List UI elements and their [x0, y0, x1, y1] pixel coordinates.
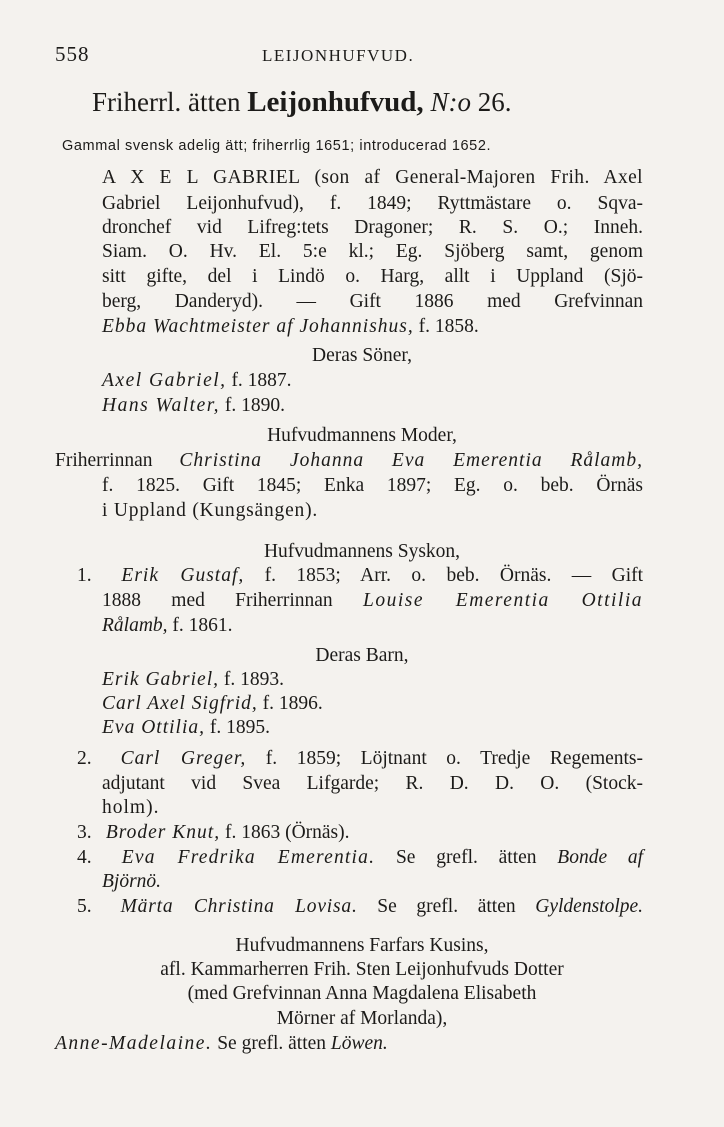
sibling-1-marriage: 1888 med Friherrinnan [102, 590, 333, 611]
sibling-4-ref: Bonde af [557, 847, 644, 868]
sibling-2-line-2: adjutant vid Svea Lifgarde; R. D. D. O. (Stock- [102, 773, 643, 794]
title-prefix: Friherrl. ätten [92, 87, 248, 117]
child-1-name: Erik Gabriel, [102, 669, 219, 690]
child-2-born: f. 1896. [262, 693, 323, 714]
sibling-2-line-3: holm). [102, 797, 160, 818]
mother-title: Friherrinnan [55, 450, 153, 471]
running-title: LEIJONHUFVUD. [262, 46, 415, 65]
spouse-born: f. 1858. [418, 316, 479, 337]
cousin-heading: Hufvudmannens Farfars Kusins, [235, 935, 489, 956]
sibling-3-name: Broder Knut, [105, 822, 221, 843]
sibling-1-name: Erik Gustaf, [121, 565, 245, 586]
sibling-4-name: Eva Fredrika Emerentia. [121, 847, 376, 868]
sibling-3-info: f. 1863 (Örnäs). [224, 822, 350, 843]
sibling-2-info: f. 1859; Löjtnant o. Tredje Regements- [265, 748, 644, 769]
son-1-name: Axel Gabriel, [102, 370, 227, 391]
son-2 [102, 394, 285, 418]
mother-line-1 [55, 449, 643, 473]
sibling-1-line-1 [55, 564, 643, 588]
sibling-5-info: Se grefl. ätten [377, 896, 516, 917]
sibling-1-spouse-surname: Rålamb, [102, 615, 168, 636]
number-label: N:o [430, 87, 471, 117]
sibling-3-number: 3. [77, 822, 92, 843]
cousin-ref: Löwen. [330, 1033, 388, 1054]
mother-line-3: i Uppland (Kungsängen). [102, 500, 319, 521]
son-2-name: Hans Walter, [102, 395, 221, 416]
family-name: Leijonhufvud, [247, 86, 424, 118]
family-description: Gammal svensk adelig ätt; friherrlig 1651; introducerad 1652. [62, 138, 492, 154]
cousin-line-1: afl. Kammarherren Frih. Sten Leijonhufvuds Dotter [160, 959, 564, 980]
cousin-line-3: Mörner af Morlanda), [276, 1008, 448, 1029]
child-3-born: f. 1895. [209, 717, 270, 738]
cousin-line-2: (med Grefvinnan Anna Magdalena Elisabeth [187, 983, 537, 1004]
sibling-4-line-2 [102, 870, 161, 894]
sibling-1-line-2 [102, 589, 643, 613]
entry-line-2: Gabriel Leijonhufvud), f. 1849; Ryttmästare o. Sqva- [102, 193, 643, 214]
sibling-2-name: Carl Greger, [120, 748, 247, 769]
family-number: 26. [477, 87, 512, 117]
entry-line-3: dronchef vid Lifreg:tets Dragoner; R. S. O.; Inneh. [102, 217, 643, 238]
child-3 [102, 716, 270, 740]
page-number: 558 [55, 42, 90, 66]
sibling-5-number: 5. [77, 896, 92, 917]
entry-line-4: Siam. O. Hv. El. 5:e kl.; Eg. Sjöberg samt, genom [102, 241, 643, 262]
children-heading: Deras Barn, [315, 645, 409, 666]
sibling-2-line-1 [55, 747, 643, 771]
son-1-born: f. 1887. [231, 370, 292, 391]
sibling-5-ref: Gyldenstolpe. [535, 896, 644, 917]
child-2 [102, 692, 323, 716]
cousin-line-4 [55, 1032, 388, 1056]
sibling-4-info: Se grefl. ätten [395, 847, 537, 868]
sibling-5-name: Märta Christina Lovisa. [120, 896, 358, 917]
sibling-3 [55, 821, 350, 845]
mother-heading: Hufvudmannens Moder, [267, 425, 457, 446]
mother-line-2: f. 1825. Gift 1845; Enka 1897; Eg. o. beb. Örnäs [102, 475, 643, 496]
sibling-1-number: 1. [77, 565, 92, 586]
sibling-1-line-3 [102, 614, 233, 638]
sibling-4-ref-cont: Björnö. [102, 871, 162, 892]
son-1 [102, 369, 292, 393]
sibling-1-info: f. 1853; Arr. o. beb. Örnäs. — Gift [264, 565, 644, 586]
entry-line-5: sitt gifte, del i Lindö o. Harg, allt i Uppland (Sjö- [102, 266, 643, 287]
sibling-5 [55, 895, 643, 919]
siblings-heading: Hufvudmannens Syskon, [263, 541, 461, 562]
child-3-name: Eva Ottilia, [102, 717, 205, 738]
entry-line-6: berg, Danderyd). — Gift 1886 med Grefvinnan [102, 291, 643, 312]
child-1-born: f. 1893. [223, 669, 284, 690]
cousin-name: Anne-Madelaine. [55, 1033, 213, 1054]
child-2-name: Carl Axel Sigfrid, [102, 693, 258, 714]
child-1 [102, 668, 284, 692]
sibling-4-line-1 [55, 846, 643, 870]
spouse-name: Ebba Wachtmeister af Johannishus, [102, 316, 414, 337]
sons-heading: Deras Söner, [312, 345, 412, 366]
sibling-4-number: 4. [77, 847, 92, 868]
entry-line-1: A X E L GABRIEL (son af General-Majoren Frih. Axel [102, 167, 643, 188]
cousin-info: Se grefl. ätten [217, 1033, 327, 1054]
page-title [92, 86, 511, 118]
sibling-1-spouse-born: f. 1861. [172, 615, 233, 636]
spouse-line [102, 315, 479, 339]
sibling-2-number: 2. [77, 748, 92, 769]
mother-name: Christina Johanna Eva Emerentia Rålamb, [179, 450, 644, 471]
son-2-born: f. 1890. [224, 395, 286, 416]
sibling-1-spouse: Louise Emerentia Ottilia [362, 590, 644, 611]
